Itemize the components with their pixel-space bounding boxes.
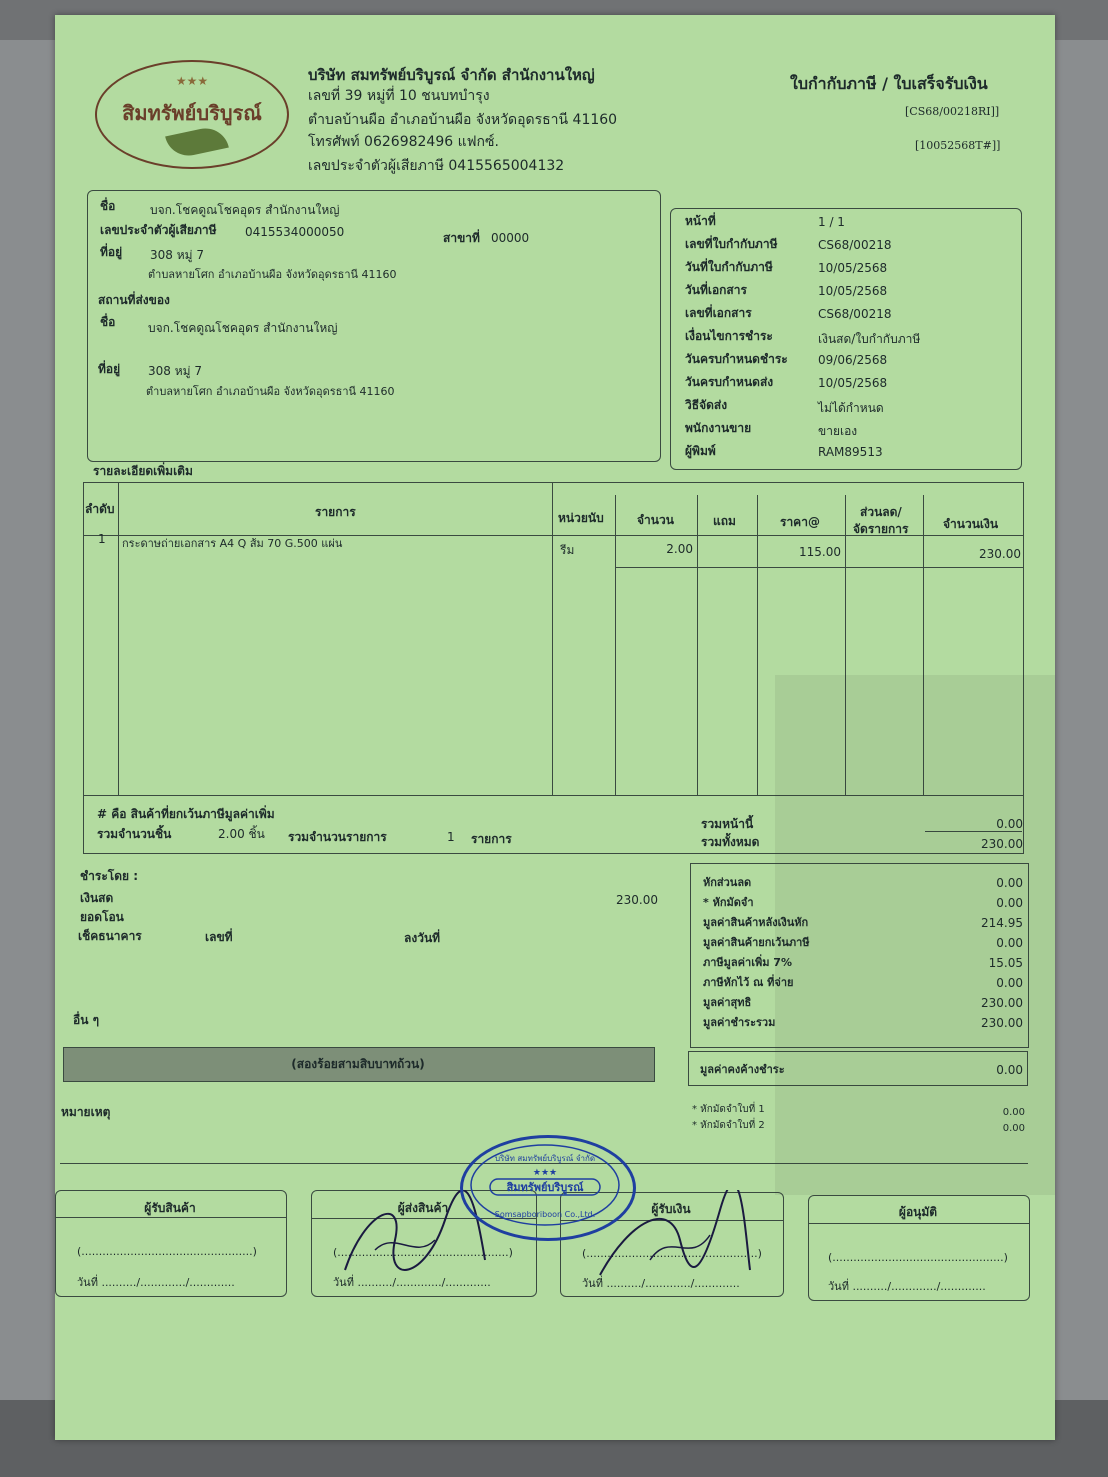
totals-label: มูลค่าสุทธิ: [703, 996, 752, 1009]
totals-label: หักส่วนลด: [703, 876, 752, 889]
totals-value: 0.00: [996, 976, 1023, 990]
ship-address2: ตำบลหายโศก อำเภอบ้านผือ จังหวัดอุดรธานี 41160: [146, 385, 395, 398]
info-value: ไม่ได้กำหนด: [818, 401, 884, 415]
totals-label: มูลค่าชำระรวม: [703, 1016, 776, 1029]
payment-title: ชำระโดย :: [80, 869, 139, 883]
info-label: วันที่เอกสาร: [685, 283, 747, 297]
col-divider-5: [757, 495, 758, 795]
invoice-paper: [55, 15, 1055, 1440]
customer-tax-id: 0415534000050: [245, 225, 345, 239]
info-label: ผู้พิมพ์: [685, 444, 716, 458]
totals-label: มูลค่าสินค้ายกเว้นภาษี: [703, 936, 810, 949]
total-items-label: รวมจำนวนรายการ: [288, 830, 387, 844]
header-discount-line1: ส่วนลด/: [860, 505, 902, 519]
vat-exempt-note: # คือ สินค้าที่ยกเว้นภาษีมูลค่าเพิ่ม: [97, 807, 275, 821]
col-divider-1: [118, 482, 119, 795]
grand-total-label: รวมทั้งหมด: [701, 835, 760, 849]
info-value: CS68/00218: [818, 238, 892, 252]
deposit-1-label: * หักมัดจำใบที่ 1: [692, 1104, 765, 1115]
logo-stars-icon: ★★★: [175, 74, 209, 88]
signature-title-receiver: ผู้รับสินค้า: [144, 1201, 196, 1215]
ship-name-label: ชื่อ: [100, 315, 116, 329]
col-divider-3: [615, 495, 616, 795]
info-label: วันที่ใบกำกับภาษี: [685, 260, 773, 274]
totals-value: 0.00: [996, 936, 1023, 950]
info-label: วันครบกำหนดส่ง: [685, 375, 774, 389]
header-amount: จำนวนเงิน: [943, 517, 999, 531]
amount-in-words: (สองร้อยสามสิบบาทถ้วน): [291, 1057, 425, 1071]
cheque-date-label: ลงวันที่: [404, 931, 441, 945]
header-free: แถม: [713, 514, 736, 528]
document-title: ใบกำกับภาษี / ใบเสร็จรับเงิน: [790, 74, 988, 93]
other-payment-label: อื่น ๆ: [73, 1013, 100, 1027]
info-value: 09/06/2568: [818, 353, 888, 367]
totals-value: 15.05: [988, 956, 1023, 970]
col-divider-2: [552, 482, 553, 795]
info-value: 10/05/2568: [818, 284, 888, 298]
deposit-2-value: 0.00: [1002, 1123, 1025, 1134]
deposit-1-value: 0.00: [1002, 1107, 1025, 1118]
transfer-label: ยอดโอน: [80, 910, 124, 924]
logo-text: สิมทรัพย์บริบูรณ์: [122, 101, 262, 125]
info-label: เงื่อนไขการชำระ: [685, 329, 773, 343]
svg-text:Somsapboriboon Co.,Ltd.: Somsapboriboon Co.,Ltd.: [494, 1210, 596, 1219]
company-address2: ตำบลบ้านผือ อำเภอบ้านผือ จังหวัดอุดรธานี 41160: [308, 112, 618, 128]
document-code-2: [10052568T#]]: [915, 139, 1001, 152]
cheque-label: เช็คธนาคาร: [78, 929, 142, 943]
customer-address2: ตำบลหายโศก อำเภอบ้านผือ จังหวัดอุดรธานี 41160: [148, 268, 397, 281]
total-qty-label: รวมจำนวนชิ้น: [97, 827, 172, 841]
header-no: ลำดับ: [85, 502, 115, 516]
header-discount-line2: จัดรายการ: [853, 522, 909, 536]
ship-address1: 308 หมู่ 7: [148, 364, 202, 378]
totals-label: * หักมัดจำ: [703, 896, 754, 909]
row-amount: 230.00: [979, 547, 1021, 561]
info-label: วิธีจัดส่ง: [685, 398, 728, 412]
customer-tax-label: เลขประจำตัวผู้เสียภาษี: [100, 223, 217, 237]
customer-name: บจก.โชคดูณโชคอุดร สำนักงานใหญ่: [150, 203, 340, 217]
signature-title-approver: ผู้อนุมัติ: [898, 1205, 938, 1219]
totals-value: 230.00: [981, 996, 1023, 1010]
header-item: รายการ: [315, 505, 356, 519]
total-items-value: 1: [447, 830, 455, 844]
company-phone: โทรศัพท์ 0626982496 แฟกซ์.: [308, 134, 499, 150]
svg-text:★★★: ★★★: [532, 1168, 558, 1178]
company-logo: [95, 60, 289, 169]
document-code-1: [CS68/00218RI]]: [905, 105, 1000, 118]
company-stamp: [460, 1135, 636, 1241]
paper-shadow: [775, 675, 1055, 1195]
deposit-2-label: * หักมัดจำใบที่ 2: [692, 1120, 765, 1131]
page-total-label: รวมหน้านี้: [701, 817, 754, 831]
outstanding-value: 0.00: [996, 1063, 1023, 1077]
info-label: เลขที่เอกสาร: [685, 306, 752, 320]
company-address1: เลขที่ 39 หมู่ที่ 10 ชนบทบำรุง: [308, 88, 490, 104]
info-value: 1 / 1: [818, 215, 845, 229]
totals-value: 0.00: [996, 876, 1023, 890]
info-label: เลขที่ใบกำกับภาษี: [685, 237, 778, 251]
signature-date-cashier: วันที่ ........../............./.............: [582, 1277, 740, 1290]
row-no: 1: [98, 532, 106, 546]
signature-date-receiver: วันที่ ........../............./.............: [77, 1276, 235, 1289]
col-divider-4: [697, 495, 698, 795]
row-item: กระดาษถ่ายเอกสาร A4 Q ส้ม 70 G.500 แผ่น: [122, 537, 343, 550]
outstanding-label: มูลค่าคงค้างชำระ: [700, 1063, 785, 1076]
totals-label: มูลค่าสินค้าหลังเงินหัก: [703, 916, 809, 929]
total-qty-value: 2.00 ชิ้น: [218, 827, 265, 841]
cash-value: 230.00: [616, 893, 658, 907]
header-price: ราคา@: [780, 515, 820, 529]
row-unit: รีม: [560, 543, 575, 557]
ship-address-label: ที่อยู่: [98, 362, 121, 376]
signature-line-approver: (.................................................): [828, 1251, 1008, 1264]
totals-label: ภาษีมูลค่าเพิ่ม 7%: [703, 956, 792, 969]
grand-total-value: 230.00: [981, 837, 1023, 851]
row-qty: 2.00: [666, 542, 693, 556]
header-qty: จำนวน: [637, 513, 674, 527]
signature-line-sender: (.................................................): [333, 1246, 513, 1259]
total-items-unit: รายการ: [471, 832, 512, 846]
customer-branch: 00000: [491, 231, 530, 245]
customer-name-label: ชื่อ: [100, 199, 116, 213]
customer-address1: 308 หมู่ 7: [150, 248, 204, 262]
info-label: พนักงานขาย: [685, 421, 752, 435]
table-row-divider: [615, 567, 1023, 568]
page-total-value: 0.00: [996, 817, 1023, 831]
remark-label: หมายเหตุ: [61, 1105, 111, 1119]
info-label: วันครบกำหนดชำระ: [685, 352, 788, 366]
info-value: 10/05/2568: [818, 376, 888, 390]
signature-date-sender: วันที่ ........../............./.............: [333, 1276, 491, 1289]
header-unit: หน่วยนับ: [558, 511, 604, 525]
info-value: CS68/00218: [818, 307, 892, 321]
cheque-number-label: เลขที่: [205, 930, 233, 944]
extra-details-label: รายละเอียดเพิ่มเติม: [93, 464, 193, 478]
svg-text:บริษัท สมทรัพย์บริบูรณ์ จำกัด: บริษัท สมทรัพย์บริบูรณ์ จำกัด: [494, 1154, 596, 1163]
cash-label: เงินสด: [80, 891, 114, 905]
signature-box-approver-divider: [808, 1223, 1029, 1224]
svg-text:สิมทรัพย์บริบูรณ์: สิมทรัพย์บริบูรณ์: [506, 1181, 584, 1194]
signature-title-sender: ผู้ส่งสินค้า: [397, 1201, 449, 1215]
ship-name: บจก.โชคดูณโชคอุดร สำนักงานใหญ่: [148, 321, 338, 335]
info-value: เงินสด/ใบกำกับภาษี: [818, 332, 921, 346]
signature-line-receiver: (.................................................): [77, 1245, 257, 1258]
info-value: ขายเอง: [818, 424, 858, 438]
customer-address-label: ที่อยู่: [100, 245, 123, 259]
customer-branch-label: สาขาที่: [443, 231, 480, 245]
row-price: 115.00: [799, 545, 841, 559]
totals-value: 230.00: [981, 1016, 1023, 1030]
info-value: RAM89513: [818, 445, 883, 459]
totals-value: 0.00: [996, 896, 1023, 910]
signature-title-cashier: ผู้รับเงิน: [651, 1202, 691, 1216]
info-label: หน้าที่: [685, 214, 716, 228]
signature-line-cashier: (.................................................): [582, 1247, 762, 1260]
company-name: บริษัท สมทรัพย์บริบูรณ์ จำกัด สำนักงานใหญ่: [308, 66, 595, 84]
totals-label: ภาษีหักไว้ ณ ที่จ่าย: [703, 976, 794, 989]
ship-to-label: สถานที่ส่งของ: [98, 293, 170, 307]
info-value: 10/05/2568: [818, 261, 888, 275]
signature-date-approver: วันที่ ........../............./.............: [828, 1280, 986, 1293]
leaf-icon: [165, 124, 229, 160]
totals-value: 214.95: [981, 916, 1023, 930]
company-tax-id: เลขประจำตัวผู้เสียภาษี 0415565004132: [308, 158, 565, 174]
